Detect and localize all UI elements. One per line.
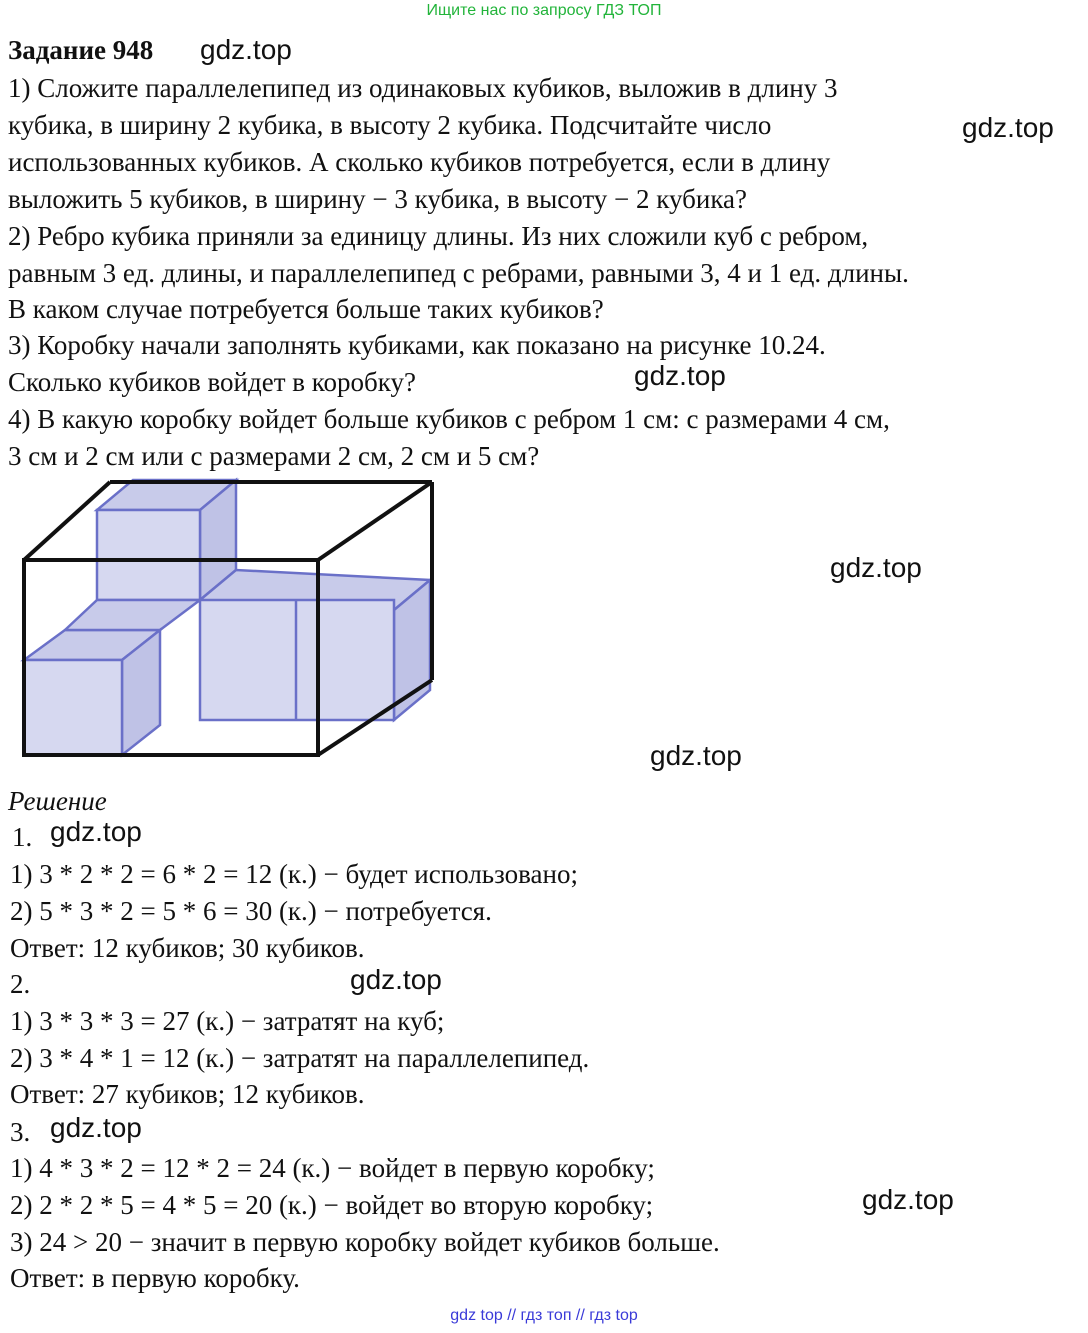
- task-line: кубика, в ширину 2 кубика, в высоту 2 кубика. Подсчитайте число: [8, 110, 772, 140]
- task-line: равным 3 ед. длины, и параллелепипед с ребрами, равными 3, 4 и 1 ед. длины.: [8, 258, 909, 288]
- top-banner-link[interactable]: Ищите нас по запросу ГДЗ ТОП: [426, 2, 662, 19]
- solution-line: 1) 3 * 3 * 3 = 27 (к.) − затратят на куб;: [10, 1006, 445, 1036]
- watermark: gdz.top: [962, 112, 1054, 143]
- solution-line: 1) 4 * 3 * 2 = 12 * 2 = 24 (к.) − войдет в первую коробку;: [10, 1153, 655, 1183]
- task-line: 1) Сложите параллелепипед из одинаковых кубиков, выложив в длину 3: [8, 73, 838, 103]
- cube-front-left: [24, 600, 200, 755]
- solution-line: 3) 24 > 20 − значит в первую коробку войдет кубиков больше.: [10, 1227, 720, 1257]
- task-line: 2) Ребро кубика приняли за единицу длины. Из них сложили куб с ребром,: [8, 221, 869, 251]
- solution-answer: Ответ: 12 кубиков; 30 кубиков.: [10, 933, 365, 963]
- cube-back-right: [200, 570, 430, 720]
- solution-heading: Решение: [8, 786, 107, 816]
- watermark: gdz.top: [830, 552, 922, 583]
- cube-column-top: [97, 480, 236, 600]
- task-line: В каком случае потребуется больше таких кубиков?: [8, 294, 604, 324]
- watermark: gdz.top: [50, 816, 142, 847]
- task-line: 4) В какую коробку войдет больше кубиков с ребром 1 см: с размерами 4 см,: [8, 404, 890, 434]
- watermark: gdz.top: [634, 360, 726, 391]
- task-line: использованных кубиков. А сколько кубиков потребуется, если в длину: [8, 147, 831, 177]
- watermark: gdz.top: [200, 34, 292, 65]
- cubes-in-box-figure: [10, 470, 440, 780]
- solution-answer: Ответ: 27 кубиков; 12 кубиков.: [10, 1079, 365, 1109]
- solution-line: 1) 3 * 2 * 2 = 6 * 2 = 12 (к.) − будет использовано;: [10, 859, 578, 889]
- watermark: gdz.top: [650, 740, 742, 771]
- solution-answer: Ответ: в первую коробку.: [10, 1263, 300, 1293]
- bottom-banner-links[interactable]: gdz top // гдз топ // гдз top: [450, 1307, 638, 1324]
- watermark: gdz.top: [862, 1184, 954, 1215]
- solution-line: 2) 5 * 3 * 2 = 5 * 6 = 30 (к.) − потребуется.: [10, 896, 492, 926]
- solution-part-number: 2.: [10, 969, 31, 999]
- task-title: Задание 948: [8, 35, 154, 65]
- solution-line: 2) 2 * 2 * 5 = 4 * 5 = 20 (к.) − войдет во вторую коробку;: [10, 1190, 654, 1220]
- watermark: gdz.top: [350, 964, 442, 995]
- solution-part-number: 3.: [10, 1117, 31, 1147]
- task-line: 3 см и 2 см или с размерами 2 см, 2 см и 5 см?: [8, 441, 540, 471]
- solution-line: 2) 3 * 4 * 1 = 12 (к.) − затратят на параллелепипед.: [10, 1043, 590, 1073]
- solution-part-number: 1.: [12, 822, 33, 852]
- watermark: gdz.top: [50, 1112, 142, 1143]
- task-line: Сколько кубиков войдет в коробку?: [8, 367, 416, 397]
- task-line: 3) Коробку начали заполнять кубиками, как показано на рисунке 10.24.: [8, 330, 826, 360]
- task-line: выложить 5 кубиков, в ширину − 3 кубика, в высоту − 2 кубика?: [8, 184, 748, 214]
